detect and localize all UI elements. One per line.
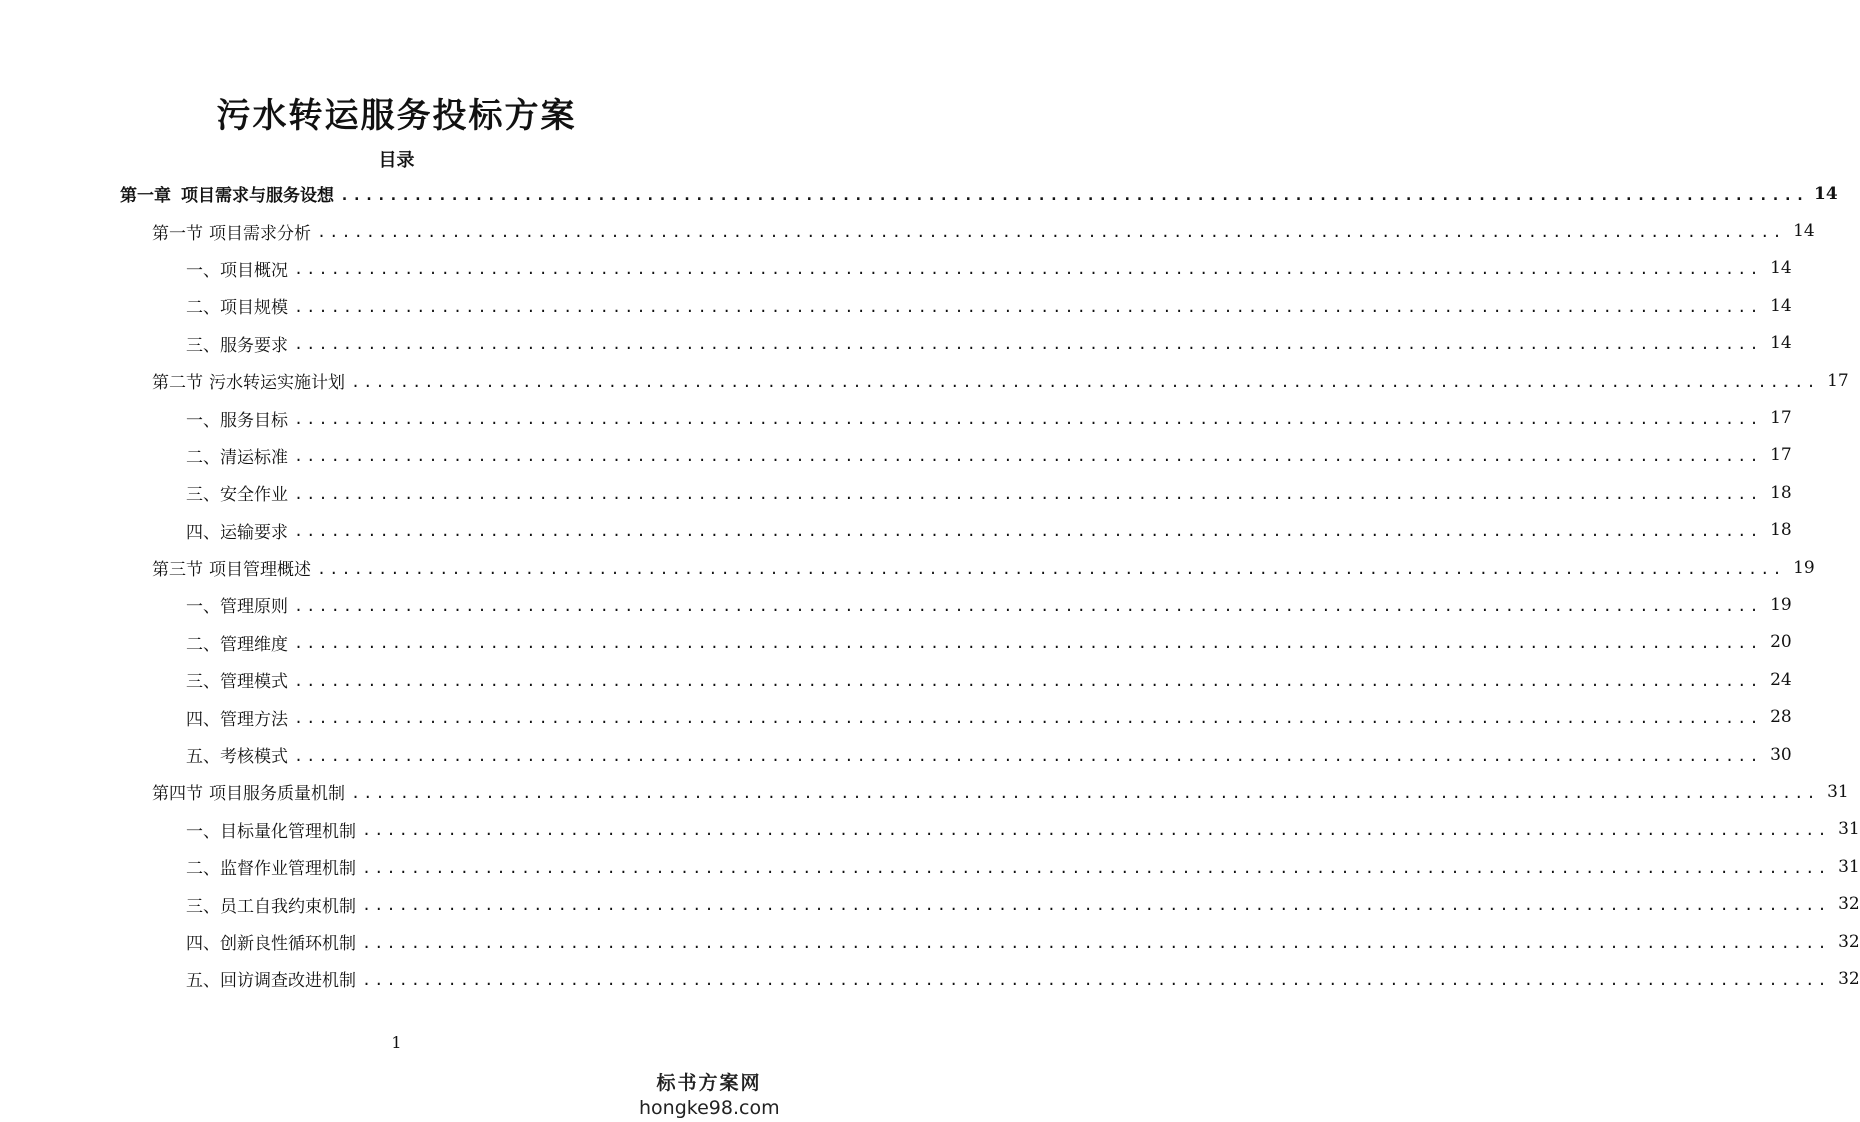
- toc-entry-number: 第一章: [120, 186, 171, 207]
- toc-entry[interactable]: [0, 549, 1815, 586]
- toc-dot-leader: ........................................................................................................................: [317, 559, 1785, 578]
- toc-dot-leader: ........................................................................................................................: [294, 746, 1762, 765]
- toc-entry-text: 考核模式: [220, 747, 288, 768]
- toc-entry[interactable]: [0, 811, 1860, 848]
- toc-entry-number: 五、: [186, 747, 220, 768]
- toc-entry-page: 14: [1793, 221, 1815, 242]
- toc-entry-label: [186, 742, 288, 767]
- toc-dot-leader: ........................................................................................................................: [294, 671, 1762, 690]
- toc-entry[interactable]: [0, 624, 1792, 661]
- toc-entry[interactable]: [0, 848, 1860, 885]
- toc-entry-label: [152, 779, 345, 804]
- toc-entry-text: 创新良性循环机制: [220, 934, 356, 954]
- toc-entry-text: 项目概况: [220, 260, 288, 281]
- toc-entry-page: 20: [1770, 632, 1792, 653]
- toc-dot-leader: ........................................................................................................................: [294, 447, 1762, 466]
- toc-entry-text: 管理原则: [220, 597, 288, 618]
- toc-dot-leader: ........................................................................................................................: [362, 858, 1830, 877]
- toc-entry-label: [186, 705, 288, 730]
- toc-dot-leader: ........................................................................................................................: [294, 522, 1762, 541]
- toc-entry-page: 31: [1838, 819, 1860, 840]
- toc-entry[interactable]: [0, 773, 1849, 810]
- toc-entry-text: 项目需求分析: [209, 223, 311, 244]
- toc-entry-number: 四、: [186, 934, 220, 954]
- toc-entry-text: 项目规模: [220, 298, 288, 319]
- toc-heading: 目录: [378, 150, 415, 171]
- toc-dot-leader: ........................................................................................................................: [362, 896, 1830, 915]
- toc-entry-text: 项目服务质量机制: [209, 784, 345, 805]
- toc-entry-page: 31: [1838, 856, 1860, 877]
- toc-entry-text: 污水转运实施计划: [209, 373, 345, 394]
- toc-entry[interactable]: [0, 885, 1860, 922]
- toc-entry-number: 第二节: [152, 373, 203, 394]
- toc-entry-label: [186, 443, 288, 468]
- toc-entry-page: 17: [1770, 408, 1792, 429]
- toc-dot-leader: ........................................................................................................................: [294, 484, 1762, 503]
- toc-entry-label: [186, 854, 356, 879]
- toc-entry[interactable]: [0, 474, 1792, 511]
- toc-entry[interactable]: [0, 698, 1792, 735]
- toc-entry-text: 服务要求: [220, 335, 288, 356]
- toc-entry-label: [186, 929, 356, 954]
- toc-entry-page: 28: [1770, 707, 1792, 728]
- toc-entry-text: 服务目标: [220, 410, 288, 431]
- page-number: 1: [391, 1033, 402, 1052]
- table-of-contents: [0, 175, 1860, 998]
- toc-entry-page: 14: [1770, 295, 1792, 316]
- toc-entry-label: [186, 480, 288, 505]
- toc-entry[interactable]: [0, 960, 1860, 997]
- toc-entry-number: 四、: [186, 522, 220, 543]
- toc-entry[interactable]: [0, 212, 1815, 249]
- toc-entry-text: 监督作业管理机制: [220, 859, 356, 880]
- toc-entry-text: 管理方法: [220, 709, 288, 730]
- toc-entry-label: [186, 817, 356, 842]
- toc-entry-text: 目标量化管理机制: [220, 821, 356, 842]
- toc-entry-page: 32: [1838, 894, 1860, 915]
- toc-entry-page: 32: [1838, 931, 1860, 952]
- watermark: [639, 1068, 779, 1119]
- toc-entry-label: [186, 518, 288, 543]
- toc-entry-text: 项目管理概述: [209, 560, 311, 581]
- toc-entry-text: 员工自我约束机制: [220, 896, 356, 917]
- toc-entry-label: [152, 219, 311, 244]
- toc-entry-number: 三、: [186, 672, 220, 693]
- toc-entry-label: [186, 256, 288, 281]
- toc-entry-number: 三、: [186, 896, 220, 917]
- document-title: 污水转运服务投标方案: [216, 96, 577, 136]
- toc-entry-page: 17: [1770, 445, 1792, 466]
- toc-entry-number: 二、: [186, 447, 220, 468]
- toc-dot-leader: ........................................................................................................................: [294, 634, 1762, 653]
- toc-entry-label: [186, 966, 356, 991]
- toc-entry-label: [152, 555, 311, 580]
- toc-entry[interactable]: [0, 175, 1838, 212]
- toc-dot-leader: ........................................................................................................................: [351, 372, 1819, 391]
- toc-entry-page: 17: [1827, 370, 1849, 391]
- toc-dot-leader: ........................................................................................................................: [294, 335, 1762, 354]
- toc-entry-number: 第三节: [152, 560, 203, 581]
- toc-entry-page: 19: [1770, 594, 1792, 615]
- toc-entry-number: 一、: [186, 597, 220, 618]
- toc-entry-text: 管理维度: [220, 634, 288, 655]
- toc-entry-text: 安全作业: [220, 485, 288, 506]
- toc-entry-text: 管理模式: [220, 672, 288, 693]
- toc-entry-page: 24: [1770, 669, 1792, 690]
- toc-entry[interactable]: [0, 661, 1792, 698]
- toc-entry-label: [152, 368, 345, 393]
- toc-entry[interactable]: [0, 736, 1792, 773]
- toc-entry-number: 一、: [186, 260, 220, 281]
- toc-entry-page: 31: [1827, 781, 1849, 802]
- toc-entry-number: 第四节: [152, 784, 203, 805]
- toc-entry-number: 二、: [186, 634, 220, 655]
- toc-entry-number: 四、: [186, 709, 220, 730]
- toc-dot-leader: ........................................................................................................................: [317, 223, 1785, 242]
- toc-entry-label: [186, 592, 288, 617]
- watermark-url: hongke98.com: [639, 1097, 780, 1119]
- toc-entry-page: 19: [1793, 557, 1815, 578]
- toc-entry-label: [186, 331, 288, 356]
- toc-entry-number: 三、: [186, 485, 220, 506]
- toc-entry[interactable]: [0, 512, 1792, 549]
- toc-entry-number: 三、: [186, 335, 220, 356]
- toc-dot-leader: ........................................................................................................................: [294, 596, 1762, 615]
- toc-entry-label: [186, 667, 288, 692]
- toc-entry-number: 第一节: [152, 223, 203, 244]
- toc-entry-page: 18: [1770, 482, 1792, 503]
- toc-entry-number: 五、: [186, 971, 220, 992]
- toc-dot-leader: ........................................................................................................................: [294, 709, 1762, 728]
- toc-entry[interactable]: [0, 586, 1792, 623]
- toc-entry-label: [186, 630, 288, 655]
- toc-entry-text: 清运标准: [220, 447, 288, 468]
- toc-dot-leader: ........................................................................................................................: [362, 970, 1830, 989]
- toc-dot-leader: ........................................................................................................................: [362, 933, 1830, 952]
- toc-dot-leader: ........................................................................................................................: [351, 783, 1819, 802]
- toc-entry-number: 二、: [186, 859, 220, 880]
- toc-entry[interactable]: [0, 325, 1792, 362]
- toc-entry[interactable]: [0, 437, 1792, 474]
- toc-entry-page: 30: [1770, 744, 1792, 765]
- toc-entry-page: 14: [1770, 258, 1792, 279]
- toc-entry-label: [120, 181, 334, 206]
- toc-dot-leader: ........................................................................................................................: [294, 297, 1762, 316]
- toc-entry-number: 二、: [186, 298, 220, 319]
- toc-dot-leader: ........................................................................................................................: [294, 260, 1762, 279]
- toc-entry[interactable]: [0, 250, 1792, 287]
- toc-entry[interactable]: [0, 923, 1860, 960]
- toc-entry-page: 14: [1814, 183, 1838, 204]
- toc-entry-page: 32: [1838, 968, 1860, 989]
- toc-dot-leader: ........................................................................................................................: [294, 410, 1762, 429]
- toc-entry[interactable]: [0, 287, 1792, 324]
- watermark-name: 标书方案网: [656, 1072, 762, 1094]
- toc-entry-label: [186, 406, 288, 431]
- toc-entry-number: 一、: [186, 821, 220, 842]
- toc-entry-number: 一、: [186, 410, 220, 431]
- toc-entry-label: [186, 293, 288, 318]
- toc-entry-page: 18: [1770, 520, 1792, 541]
- toc-entry-text: 回访调查改进机制: [220, 971, 356, 992]
- toc-entry-text: 运输要求: [220, 522, 288, 543]
- toc-entry-label: [186, 892, 356, 917]
- toc-dot-leader: ........................................................................................................................: [362, 821, 1830, 840]
- toc-entry-page: 14: [1770, 333, 1792, 354]
- toc-entry[interactable]: [0, 362, 1849, 399]
- toc-entry-text: 项目需求与服务设想: [181, 186, 334, 207]
- toc-dot-leader: ........................................................................................................................: [340, 185, 1808, 204]
- toc-entry[interactable]: [0, 399, 1792, 436]
